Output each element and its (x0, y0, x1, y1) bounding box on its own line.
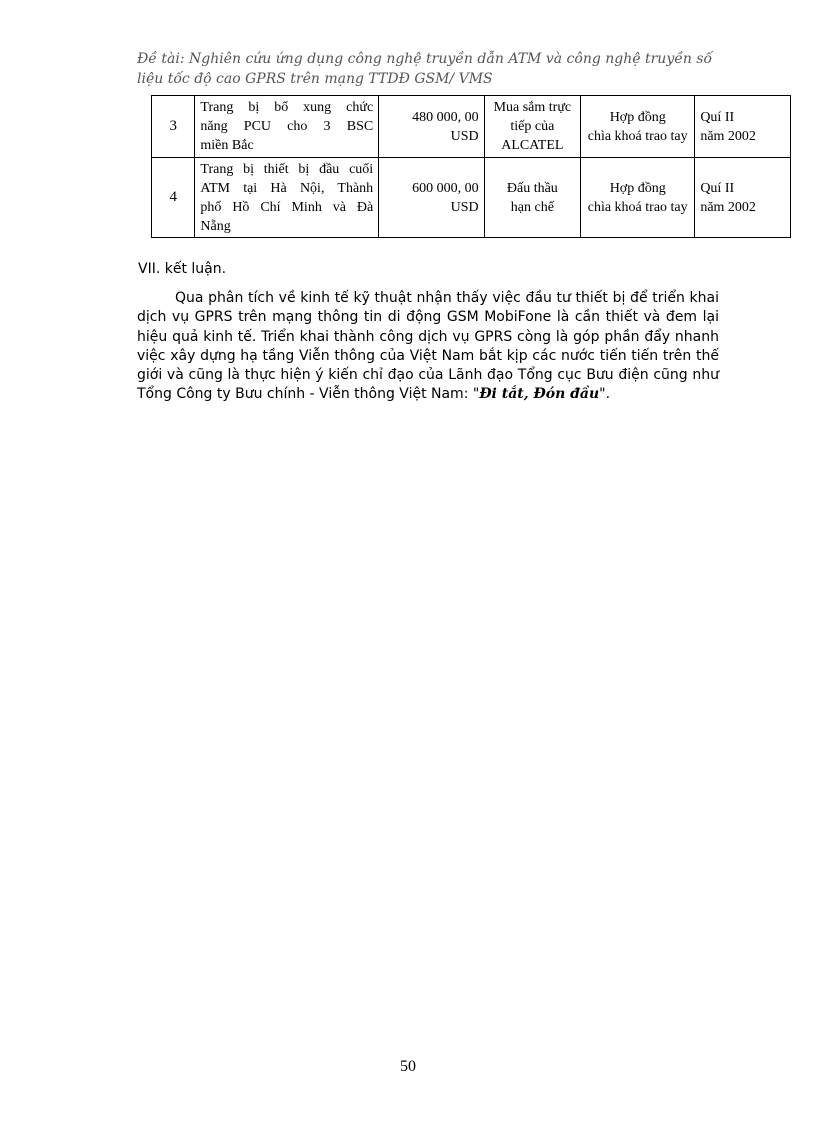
page-number: 50 (400, 1058, 416, 1075)
contract-type: Hợp đồng chìa khoá trao tay (581, 158, 695, 238)
table-row (152, 158, 791, 238)
procurement-method: Đấu thầu hạn chế (484, 158, 580, 238)
time-period: Quí II năm 2002 (695, 158, 791, 238)
item-value: 480 000, 00 USD (379, 96, 484, 158)
header-line-1: Đề tài: Nghiên cứu ứng dụng công nghệ truyền dẫn ATM và công nghệ truyền số (137, 51, 713, 67)
conclusion-tail: ". (599, 386, 611, 403)
contract-type: Hợp đồng chìa khoá trao tay (581, 96, 695, 158)
conclusion-paragraph (137, 289, 719, 405)
section-heading: VII. kết luận. (138, 261, 227, 277)
conclusion-emphasis: Đi tắt, Đón đầu (479, 386, 600, 403)
row-number: 3 (152, 96, 195, 158)
item-description: Trang bị thiết bị đầu cuối ATM tại Hà Nội, Thành phố Hồ Chí Minh và Đà Nẵng (195, 158, 379, 238)
row-number: 4 (152, 158, 195, 238)
header-line-2: liệu tốc độ cao GPRS trên mạng TTDĐ GSM/ VMS (137, 71, 493, 87)
document-header (137, 49, 737, 89)
procurement-method: Mua sắm trực tiếp của ALCATEL (484, 96, 580, 158)
item-description: Trang bị bổ xung chức năng PCU cho 3 BSC miền Bắc (195, 96, 379, 158)
conclusion-text: Qua phân tích về kinh tế kỹ thuật nhận thấy việc đầu tư thiết bị để triển khai dịch vụ GPRS trên mạng thông tin di động GSM MobiFone là cần thiết và đem lại hiệu quả kinh tế. Triển khai thành công dịch vụ GPRS còng là góp phần đẩy nhanh việc xây dựng hạ tầng Viễn thông của Việt Nam bắt kịp các nước tiến tiến trên thế giới và cũng là thực hiện ý kiến chỉ đạo của Lãnh đạo Tổng cục Bưu điện cũng như Tổng Công ty Bưu chính - Viễn thông Việt Nam: " (137, 290, 719, 403)
table-row (152, 96, 791, 158)
item-value: 600 000, 00 USD (379, 158, 484, 238)
time-period: Quí II năm 2002 (695, 96, 791, 158)
investment-table (151, 95, 791, 238)
